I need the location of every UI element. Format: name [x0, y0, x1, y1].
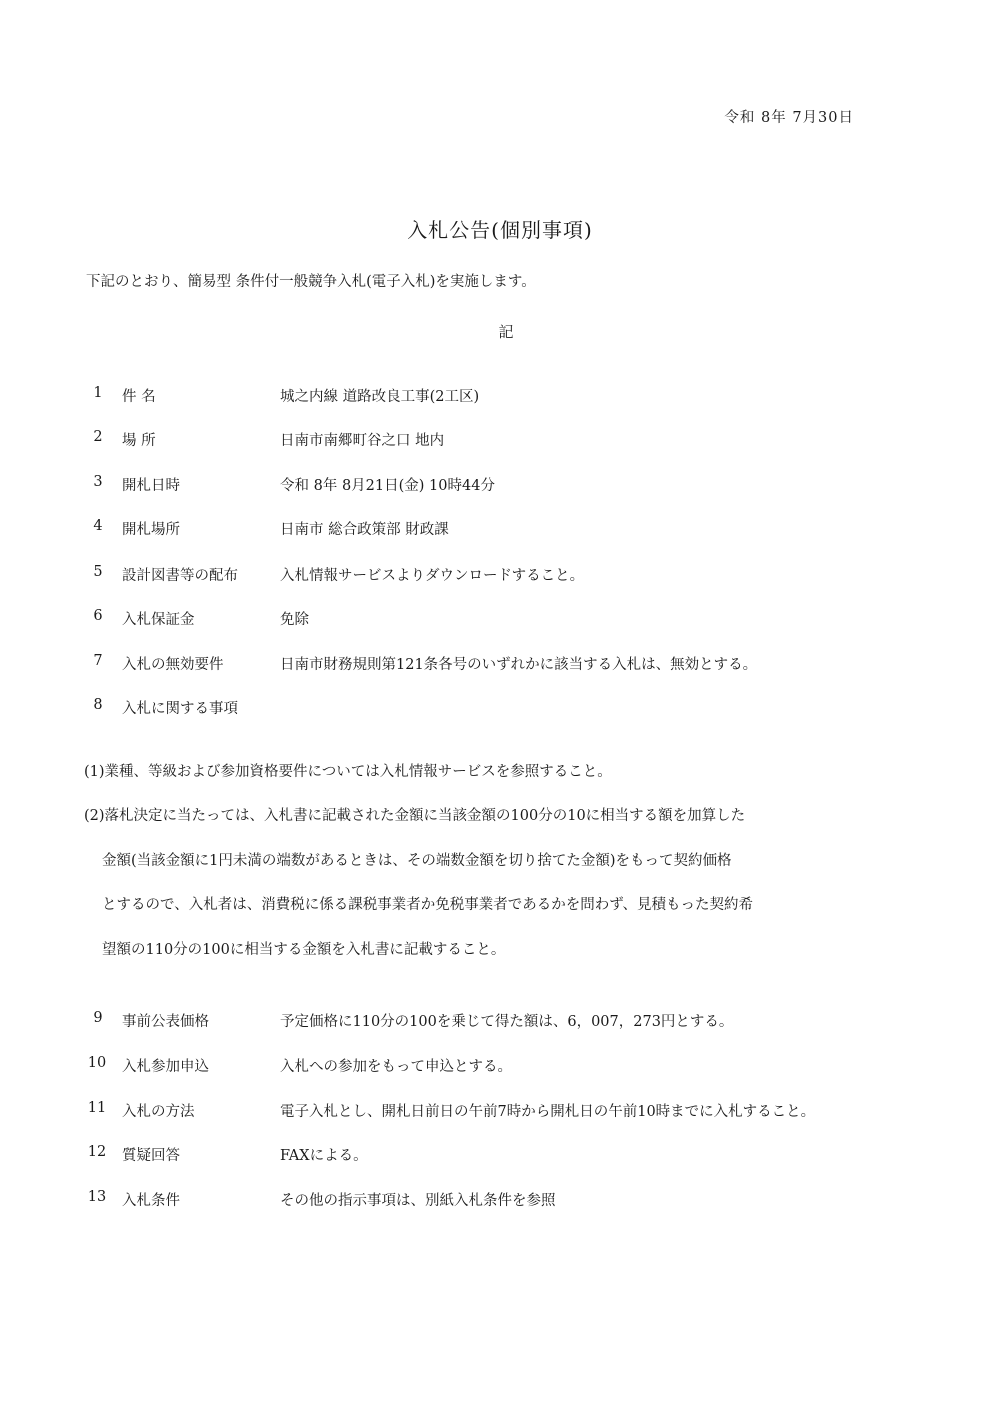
item-number: 8	[93, 697, 103, 713]
issue-date: 令和 8年 7月30日	[724, 110, 854, 126]
item-value: 免除	[280, 612, 309, 628]
item-number: 1	[93, 385, 103, 401]
item-row	[0, 564, 1000, 588]
page-title: 入札公告(個別事項)	[407, 218, 593, 242]
item-value: 日南市財務規則第121条各号のいずれかに該当する入札は、無効とする。	[280, 657, 758, 673]
item-label: 入札の方法	[122, 1104, 195, 1120]
item-row	[0, 1055, 1000, 1079]
item-number: 6	[93, 608, 103, 624]
item-row	[0, 608, 1000, 632]
item-number: 13	[87, 1189, 107, 1205]
item-value: その他の指示事項は、別紙入札条件を参照	[280, 1193, 556, 1209]
item-row	[0, 1100, 1000, 1124]
item-row	[0, 697, 1000, 721]
item-number: 5	[93, 564, 103, 580]
item-number: 4	[93, 518, 103, 534]
item-label: 質疑回答	[122, 1148, 180, 1164]
item-value: 令和 8年 8月21日(金) 10時44分	[280, 478, 495, 494]
item-label: 場 所	[122, 433, 156, 449]
item-label: 入札の無効要件	[122, 657, 224, 673]
item-number: 12	[87, 1144, 107, 1160]
item-label: 事前公表価格	[122, 1014, 209, 1030]
item-row	[0, 474, 1000, 498]
item-label: 件 名	[122, 389, 156, 405]
section8-paragraph-2-line: (2)落札決定に当たっては、入札書に記載された金額に当該金額の100分の10に相当する額を加算した	[84, 808, 746, 824]
item-value: 入札情報サービスよりダウンロードすること。	[280, 568, 585, 584]
item-label: 入札参加申込	[122, 1059, 209, 1075]
item-value: 城之内線 道路改良工事(2工区)	[280, 389, 480, 405]
item-label: 入札保証金	[122, 612, 195, 628]
item-row	[0, 385, 1000, 409]
section8-paragraph-1: (1)業種、等級および参加資格要件については入札情報サービスを参照すること。	[84, 764, 612, 780]
item-value: 日南市 総合政策部 財政課	[280, 522, 449, 538]
ki-heading: 記	[498, 323, 514, 341]
item-row	[0, 1010, 1000, 1034]
item-number: 2	[93, 429, 103, 445]
item-row	[0, 653, 1000, 677]
item-number: 3	[93, 474, 103, 490]
item-value: 電子入札とし、開札日前日の午前7時から開札日の午前10時までに入札すること。	[280, 1104, 816, 1120]
item-row	[0, 1144, 1000, 1168]
item-label: 設計図書等の配布	[122, 568, 238, 584]
item-row	[0, 1189, 1000, 1213]
item-label: 入札条件	[122, 1193, 180, 1209]
section8-paragraph-2-line: 望額の110分の100に相当する金額を入札書に記載すること。	[102, 942, 506, 958]
item-value: 日南市南郷町谷之口 地内	[280, 433, 445, 449]
item-label: 開札日時	[122, 478, 180, 494]
item-value: 予定価格に110分の100を乗じて得た額は、6，007，273円とする。	[280, 1014, 734, 1030]
item-label: 入札に関する事項	[122, 701, 238, 717]
item-number: 11	[87, 1100, 107, 1116]
item-number: 10	[87, 1055, 107, 1071]
item-value: 入札への参加をもって申込とする。	[280, 1059, 512, 1075]
section8-paragraph-2-line: 金額(当該金額に1円未満の端数があるときは、その端数金額を切り捨てた金額)をもって契約価格	[102, 853, 732, 869]
intro-text: 下記のとおり、簡易型 条件付一般競争入札(電子入札)を実施します。	[86, 274, 536, 290]
item-number: 7	[93, 653, 103, 669]
item-row	[0, 429, 1000, 453]
item-value: FAXによる。	[280, 1148, 368, 1164]
item-number: 9	[93, 1010, 103, 1026]
item-row	[0, 518, 1000, 542]
section8-paragraph-2-line: とするので、入札者は、消費税に係る課税事業者か免税事業者であるかを問わず、見積もった契約希	[102, 897, 754, 913]
item-label: 開札場所	[122, 522, 180, 538]
